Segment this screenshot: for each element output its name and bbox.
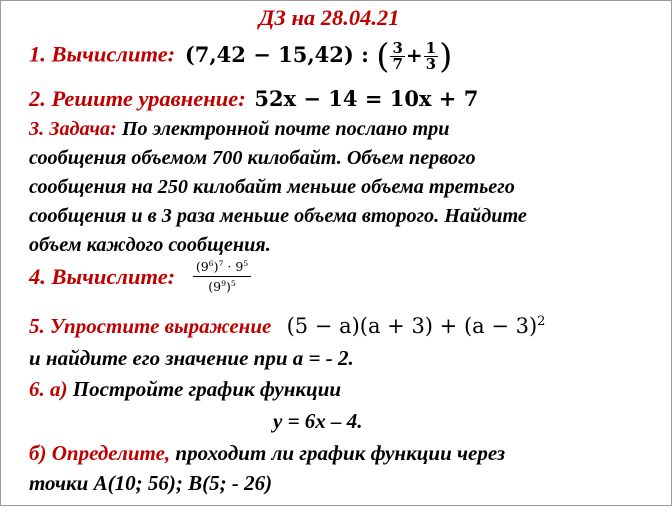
task-1 xyxy=(29,36,453,76)
fraction-3-7 xyxy=(390,38,404,73)
task-2-equation: 52x − 14 = 10x + 7 xyxy=(254,86,479,111)
right-paren: ) xyxy=(439,36,453,76)
page-title: ДЗ на 28.04.21 xyxy=(259,5,400,30)
fraction-denominator: 7 xyxy=(392,54,403,73)
fraction-1-3 xyxy=(424,38,438,73)
task-1-expr-open: (7,42 − 15,42) : xyxy=(184,41,377,67)
fraction-denominator: 3 xyxy=(425,54,437,73)
left-paren: ( xyxy=(376,36,390,76)
task-4-fraction xyxy=(193,258,251,294)
task-6b xyxy=(29,441,505,466)
task-3-label: 3. Задача: xyxy=(29,118,117,140)
task-5-expression: $(5 - a)(a + 3) + (a - 3)^2$ xyxy=(286,314,546,338)
task-2-label: 2. Решите уравнение: xyxy=(29,86,246,111)
task-5-label: 5. Упростите выражение xyxy=(29,314,272,338)
fraction-numerator: 1 xyxy=(425,38,437,57)
task-3-line-4: сообщения и в 3 раза меньше объема второго. Найдите xyxy=(29,205,527,227)
task-4-denominator: $(9^9)^5$ xyxy=(208,278,236,294)
task-1-label: 1. Вычислите: xyxy=(29,41,176,67)
task-1-expression xyxy=(184,36,453,76)
task-3-line-5: объем каждого сообщения. xyxy=(29,234,271,256)
plus-sign: + xyxy=(405,42,423,67)
task-6a-text: Постройте график функции xyxy=(72,377,342,401)
task-6-function: y = 6x – 4. xyxy=(273,409,363,433)
task-3-line-1 xyxy=(29,118,449,141)
task-5-line-2: и найдите его значение при а = - 2. xyxy=(29,346,354,370)
task-6a-label: 6. а) xyxy=(29,377,68,401)
task-3-text: По электронной почте послано три xyxy=(121,118,450,140)
task-6-points: точки A(10; 56); B(5; - 26) xyxy=(29,471,273,495)
task-2 xyxy=(29,86,478,112)
task-4 xyxy=(29,258,252,294)
task-4-label: 4. Вычислите: xyxy=(29,264,176,289)
task-6a xyxy=(29,377,341,402)
task-6b-text: проходит ли график функции через xyxy=(175,441,506,465)
task-6b-label: б) Определите, xyxy=(29,441,171,465)
task-5 xyxy=(29,314,545,339)
task-3-line-2: сообщения объемом 700 килобайт. Объем первого xyxy=(29,147,476,169)
task-4-numerator: $(9^6)^7 \cdot 9^5$ xyxy=(193,261,251,277)
fraction-numerator: 3 xyxy=(392,38,403,57)
task-3-line-3: сообщения на 250 килобайт меньше объема третьего xyxy=(29,176,515,198)
